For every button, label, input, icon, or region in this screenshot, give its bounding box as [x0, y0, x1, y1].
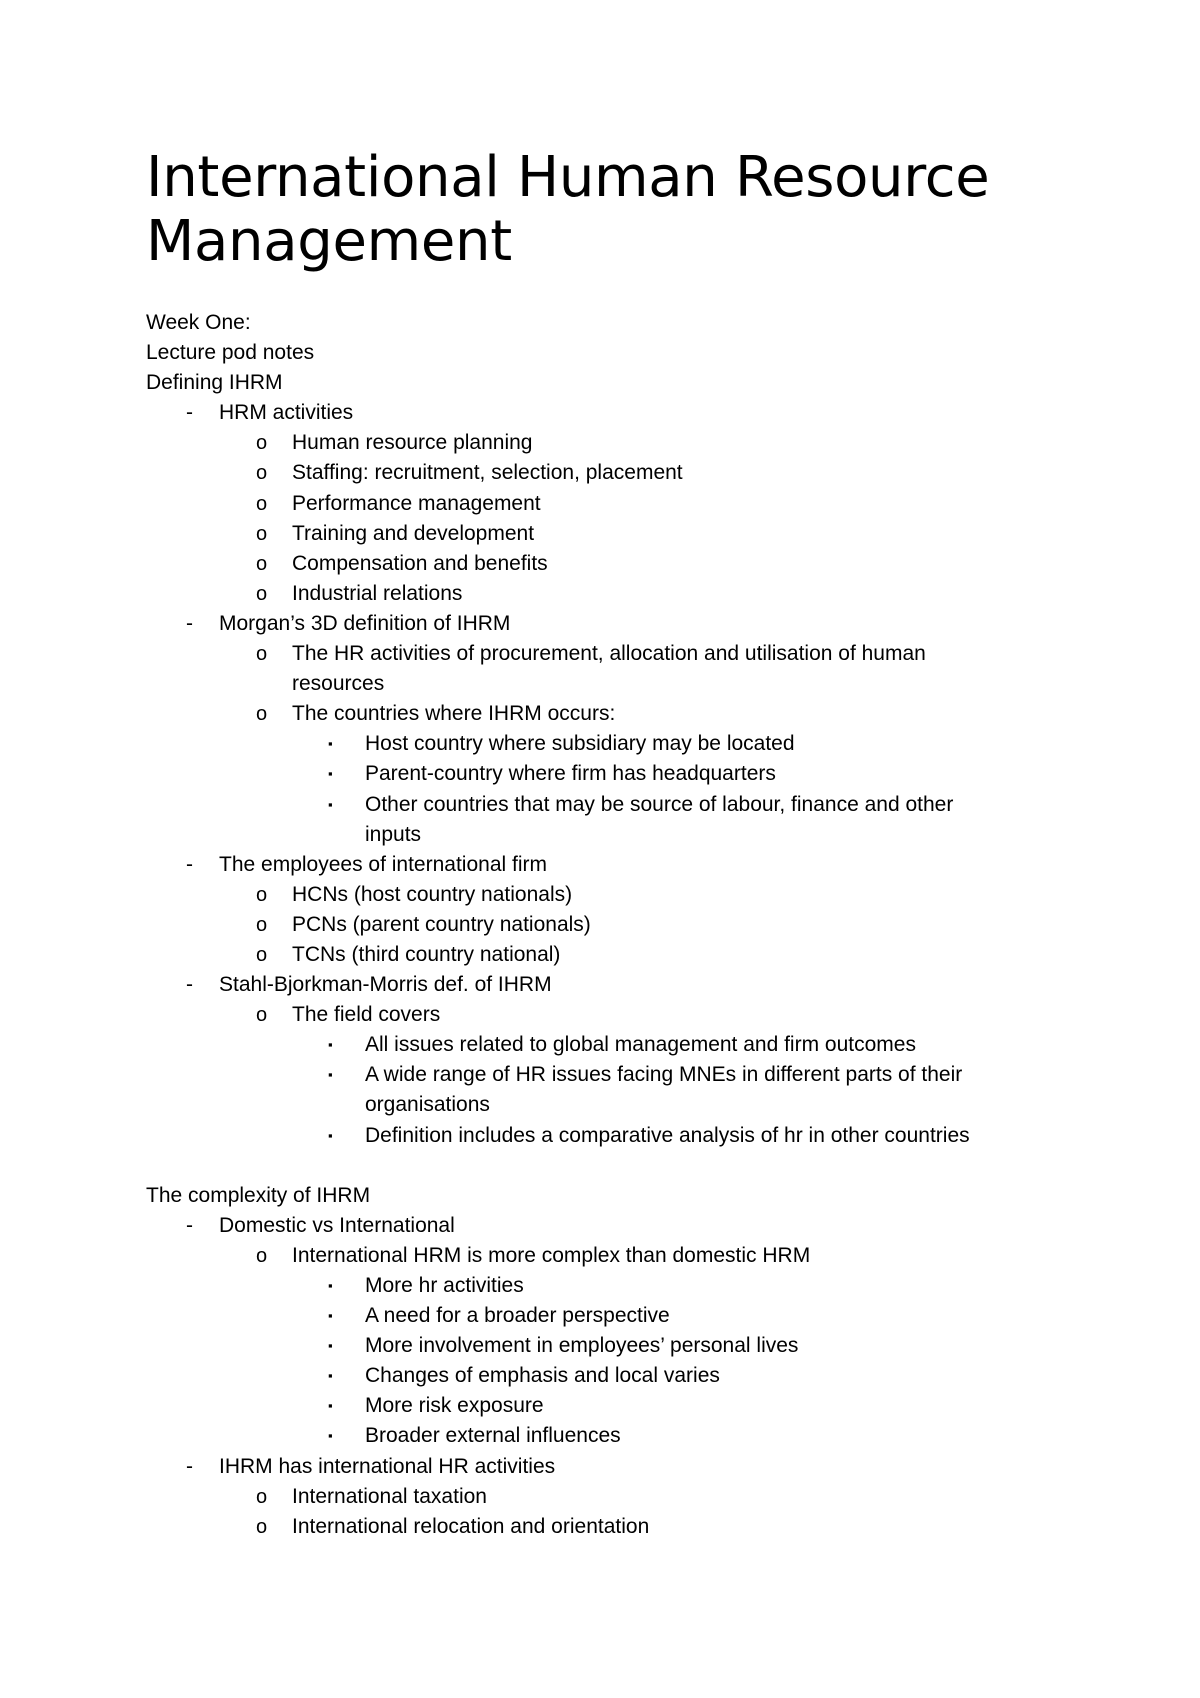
- list-item: [146, 1421, 1106, 1451]
- list-item-text: A need for a broader perspective: [365, 1304, 670, 1328]
- list-item-text: Other countries that may be source of labour, finance and other: [365, 792, 954, 816]
- square-bullet: ▪: [328, 1368, 333, 1384]
- list-item: [146, 1361, 1106, 1391]
- list-item-text: organisations: [365, 1093, 490, 1117]
- list-item-text: International relocation and orientation: [292, 1514, 650, 1538]
- list-item-text: Training and development: [292, 521, 535, 545]
- list-item-text: The HR activities of procurement, allocation and utilisation of human: [292, 642, 926, 666]
- list-item: [146, 1000, 1106, 1030]
- list-item-text: Changes of emphasis and local varies: [365, 1364, 720, 1388]
- square-bullet: ▪: [328, 1278, 333, 1293]
- title-line-2: Management: [146, 209, 512, 274]
- circle-bullet: o: [256, 1515, 268, 1538]
- list-item: [146, 1211, 1106, 1241]
- list-item-text: More risk exposure: [365, 1394, 544, 1418]
- week-label: Week One:: [146, 311, 251, 334]
- document-body: [146, 308, 1106, 1542]
- list-item-text: More hr activities: [365, 1274, 524, 1297]
- list-item: [146, 398, 1106, 428]
- list-item-text: Stahl-Bjorkman-Morris def. of IHRM: [219, 973, 552, 997]
- square-bullet: ▪: [328, 1067, 333, 1083]
- circle-bullet: o: [256, 1244, 268, 1267]
- circle-bullet: o: [256, 883, 268, 906]
- square-bullet: ▪: [328, 1428, 333, 1444]
- list-item: [146, 519, 1106, 549]
- list-item-text: The countries where IHRM occurs:: [292, 702, 616, 726]
- list-item: [146, 910, 1106, 940]
- dash-bullet: -: [186, 973, 193, 997]
- dash-bullet: -: [186, 401, 193, 425]
- subheading: Lecture pod notes: [146, 341, 315, 365]
- list-item-text: Performance management: [292, 491, 541, 515]
- list-item: [146, 850, 1106, 880]
- list-item-text: Morgan’s 3D definition of IHRM: [219, 611, 511, 635]
- list-item-text: Compensation and benefits: [292, 551, 548, 575]
- list-item: [146, 1121, 1106, 1151]
- dash-bullet: -: [186, 1213, 193, 1237]
- title-line-1: International Human Resource: [146, 145, 990, 210]
- circle-bullet: o: [256, 943, 268, 966]
- list-item-continuation: [146, 820, 1106, 850]
- list-item-text: Broader external influences: [365, 1424, 621, 1448]
- circle-bullet: o: [256, 1485, 268, 1508]
- circle-bullet: o: [256, 1004, 268, 1027]
- circle-bullet: o: [256, 522, 268, 545]
- list-item: [146, 759, 1106, 789]
- list-item-text: The field covers: [292, 1003, 441, 1027]
- list-item-text: International taxation: [292, 1484, 487, 1508]
- list-item: [146, 1391, 1106, 1421]
- list-item-text: Parent-country where firm has headquarters: [365, 762, 776, 786]
- square-bullet: ▪: [328, 1308, 333, 1324]
- list-item-text: HCNs (host country nationals): [292, 882, 573, 906]
- square-bullet: ▪: [328, 736, 333, 752]
- circle-bullet: o: [256, 492, 268, 515]
- list-item: [146, 549, 1106, 579]
- list-item: [146, 1331, 1106, 1361]
- list-item-text: PCNs (parent country nationals): [292, 912, 591, 936]
- list-item-text: The employees of international firm: [219, 852, 547, 876]
- square-bullet: ▪: [328, 1338, 333, 1354]
- list-item: [146, 880, 1106, 910]
- circle-bullet: o: [256, 643, 268, 666]
- list-item-text: TCNs (third country national): [292, 942, 561, 966]
- dash-bullet: -: [186, 611, 193, 635]
- list-item: [146, 1512, 1106, 1542]
- circle-bullet: o: [256, 552, 268, 575]
- list-item-text: Industrial relations: [292, 581, 463, 605]
- list-item-text: A wide range of HR issues facing MNEs in different parts of their: [365, 1063, 963, 1087]
- circle-bullet: o: [256, 703, 268, 726]
- document-title: [146, 146, 1146, 274]
- list-item-text: HRM activities: [219, 401, 354, 425]
- dash-bullet: -: [186, 1454, 193, 1478]
- list-item-text: Human resource planning: [292, 431, 533, 455]
- list-item: [146, 1301, 1106, 1331]
- list-item-text: International HRM is more complex than domestic HRM: [292, 1243, 811, 1267]
- square-bullet: ▪: [328, 766, 333, 782]
- list-item-text: More involvement in employees’ personal lives: [365, 1334, 799, 1358]
- list-item: [146, 1482, 1106, 1512]
- list-item: [146, 1060, 1106, 1090]
- list-item: [146, 489, 1106, 519]
- list-item-text: All issues related to global management and firm outcomes: [365, 1033, 916, 1057]
- list-item: [146, 1030, 1106, 1060]
- circle-bullet: o: [256, 462, 268, 485]
- list-item-text: Domestic vs International: [219, 1213, 455, 1237]
- list-item: [146, 1452, 1106, 1482]
- circle-bullet: o: [256, 432, 268, 455]
- square-bullet: ▪: [328, 1037, 333, 1053]
- list-item-continuation: [146, 1090, 1106, 1120]
- blank-line: [146, 1151, 1106, 1181]
- list-item: [146, 639, 1106, 669]
- section-heading: Defining IHRM: [146, 371, 283, 395]
- list-item-continuation: [146, 669, 1106, 699]
- list-item-text: resources: [292, 672, 385, 696]
- list-item: [146, 428, 1106, 458]
- list-item: [146, 609, 1106, 639]
- square-bullet: ▪: [328, 1398, 333, 1414]
- square-bullet: ▪: [328, 1127, 333, 1143]
- circle-bullet: o: [256, 913, 268, 936]
- square-bullet: ▪: [328, 796, 333, 812]
- list-item: [146, 970, 1106, 1000]
- list-item: [146, 458, 1106, 488]
- list-item: [146, 790, 1106, 820]
- list-item: [146, 1271, 1106, 1301]
- circle-bullet: o: [256, 582, 268, 605]
- list-item-text: Host country where subsidiary may be located: [365, 732, 795, 756]
- dash-bullet: -: [186, 852, 193, 876]
- list-item: [146, 729, 1106, 759]
- list-item: [146, 1241, 1106, 1271]
- list-item: [146, 579, 1106, 609]
- list-item-text: Definition includes a comparative analysis of hr in other countries: [365, 1123, 970, 1147]
- list-item-text: Staffing: recruitment, selection, placement: [292, 461, 683, 485]
- list-item: [146, 940, 1106, 970]
- list-item-text: inputs: [365, 822, 422, 846]
- section-heading: The complexity of IHRM: [146, 1183, 371, 1207]
- list-item-text: IHRM has international HR activities: [219, 1454, 556, 1478]
- list-item: [146, 699, 1106, 729]
